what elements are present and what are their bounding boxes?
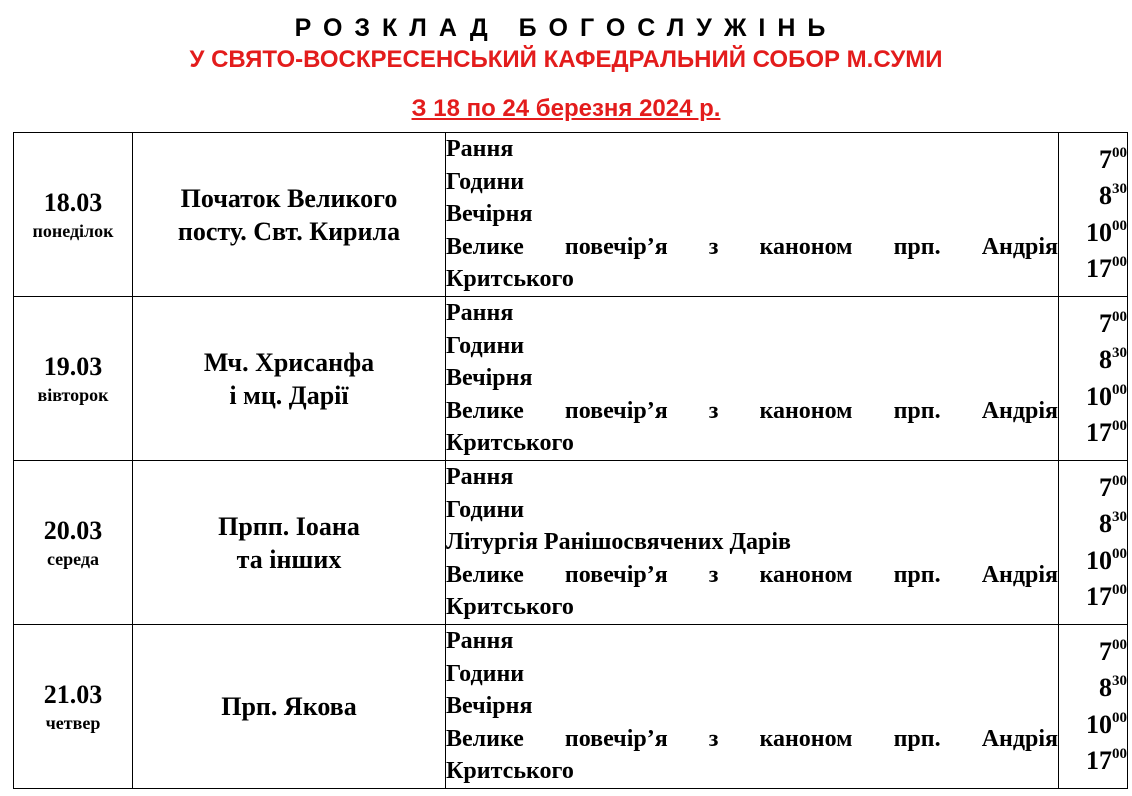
service-item-long-continuation: Критського [446, 594, 574, 621]
services-cell [446, 625, 1059, 789]
feast-line: та інших [236, 544, 342, 574]
service-time [1059, 543, 1127, 580]
feast-line: посту. Свт. Кирила [177, 216, 401, 246]
time-minutes: 30 [1112, 181, 1127, 197]
service-time [1059, 306, 1127, 343]
times-cell [1059, 625, 1128, 789]
service-item: Вечірня [446, 365, 533, 392]
time-minutes: 00 [1112, 308, 1127, 325]
times-cell [1059, 461, 1128, 625]
weekday: четвер [45, 712, 101, 733]
weekday: понеділок [32, 220, 114, 241]
weekday: вівторок [37, 384, 109, 405]
service-item-long-continuation: Критського [446, 266, 574, 293]
service-item-long-continuation: Критського [446, 430, 574, 457]
date-cell [14, 133, 133, 297]
feast-line: Прп. Якова [221, 692, 357, 721]
service-time [1059, 670, 1127, 707]
date-cell [14, 625, 133, 789]
service-item: Рання [446, 464, 514, 491]
service-time [1059, 379, 1127, 416]
time-minutes: 00 [1112, 746, 1127, 762]
feast-line: Початок Великого [180, 183, 398, 213]
service-time [1059, 142, 1127, 179]
service-time [1059, 415, 1127, 452]
time-minutes: 00 [1112, 381, 1127, 398]
schedule-period: З 18 по 24 березня 2024 р. [411, 95, 721, 122]
service-item: Години [446, 660, 525, 687]
time-hour: 7 [1099, 308, 1112, 338]
time-hour: 17 [1086, 582, 1112, 611]
schedule-row [14, 297, 1128, 461]
services-cell [446, 133, 1059, 297]
schedule-table-body [14, 133, 1128, 789]
service-item: Години [446, 168, 525, 195]
feast-cell [133, 297, 446, 461]
time-hour: 8 [1099, 181, 1112, 210]
service-item: Години [446, 496, 525, 523]
feast-cell [133, 133, 446, 297]
time-minutes: 00 [1112, 709, 1127, 726]
time-minutes: 00 [1112, 418, 1127, 434]
service-item: Літургія Ранішосвячених Дарів [446, 529, 791, 556]
service-item-long: Велике повечір’я з каноном прп. Андрія [446, 397, 1058, 424]
service-item-long: Велике повечір’я з каноном прп. Андрія [446, 233, 1058, 260]
service-item: Рання [446, 136, 514, 163]
times-cell [1059, 297, 1128, 461]
time-minutes: 30 [1112, 509, 1127, 525]
time-minutes: 30 [1112, 345, 1127, 361]
service-time [1059, 579, 1127, 616]
service-time [1059, 215, 1127, 252]
service-item: Рання [446, 300, 514, 327]
times-cell [1059, 133, 1128, 297]
feast-cell [133, 461, 446, 625]
time-hour: 10 [1086, 709, 1112, 739]
time-hour: 10 [1086, 217, 1112, 247]
feast-line: Мч. Хрисанфа [203, 347, 375, 377]
schedule-row [14, 625, 1128, 789]
service-time [1059, 251, 1127, 288]
time-hour: 10 [1086, 545, 1112, 575]
time-minutes: 00 [1112, 144, 1127, 161]
service-item: Рання [446, 628, 514, 655]
service-item: Вечірня [446, 693, 533, 720]
time-minutes: 00 [1112, 217, 1127, 234]
services-cell [446, 461, 1059, 625]
schedule-table [13, 132, 1128, 789]
time-hour: 8 [1099, 673, 1112, 702]
schedule-row [14, 461, 1128, 625]
time-hour: 7 [1099, 144, 1112, 174]
time-hour: 7 [1099, 636, 1112, 666]
time-hour: 17 [1086, 254, 1112, 283]
page-subtitle: У СВЯТО-ВОСКРЕСЕНСЬКИЙ КАФЕДРАЛЬНИЙ СОБОР М.СУМИ [189, 46, 943, 73]
date-number: 18.03 [43, 187, 103, 217]
service-item-long: Велике повечір’я з каноном прп. Андрія [446, 561, 1058, 588]
service-time [1059, 470, 1127, 507]
feast-cell [133, 625, 446, 789]
service-item: Години [446, 332, 525, 359]
time-minutes: 00 [1112, 636, 1127, 653]
service-time [1059, 506, 1127, 543]
date-cell [14, 461, 133, 625]
time-minutes: 00 [1112, 582, 1127, 598]
time-minutes: 30 [1112, 673, 1127, 689]
time-minutes: 00 [1112, 545, 1127, 562]
service-time [1059, 178, 1127, 215]
services-cell [446, 297, 1059, 461]
service-item-long-continuation: Критського [446, 758, 574, 785]
page-title: РОЗКЛАД БОГОСЛУЖІНЬ [294, 14, 838, 42]
service-item: Вечірня [446, 201, 533, 228]
time-hour: 10 [1086, 381, 1112, 411]
time-hour: 17 [1086, 746, 1112, 775]
feast-line: і мц. Дарії [229, 380, 349, 410]
service-time [1059, 707, 1127, 744]
date-number: 21.03 [43, 679, 103, 709]
time-hour: 8 [1099, 509, 1112, 538]
time-hour: 7 [1099, 472, 1112, 502]
service-item-long: Велике повечір’я з каноном прп. Андрія [446, 725, 1058, 752]
service-time [1059, 743, 1127, 780]
service-time [1059, 342, 1127, 379]
schedule-row [14, 133, 1128, 297]
service-time [1059, 634, 1127, 671]
weekday: середа [46, 548, 100, 569]
time-minutes: 00 [1112, 472, 1127, 489]
schedule-header [0, 0, 1132, 132]
time-minutes: 00 [1112, 254, 1127, 270]
date-number: 19.03 [43, 351, 103, 381]
date-number: 20.03 [43, 515, 103, 545]
date-cell [14, 297, 133, 461]
time-hour: 17 [1086, 418, 1112, 447]
feast-line: Прпп. Іоана [218, 511, 360, 541]
time-hour: 8 [1099, 345, 1112, 374]
